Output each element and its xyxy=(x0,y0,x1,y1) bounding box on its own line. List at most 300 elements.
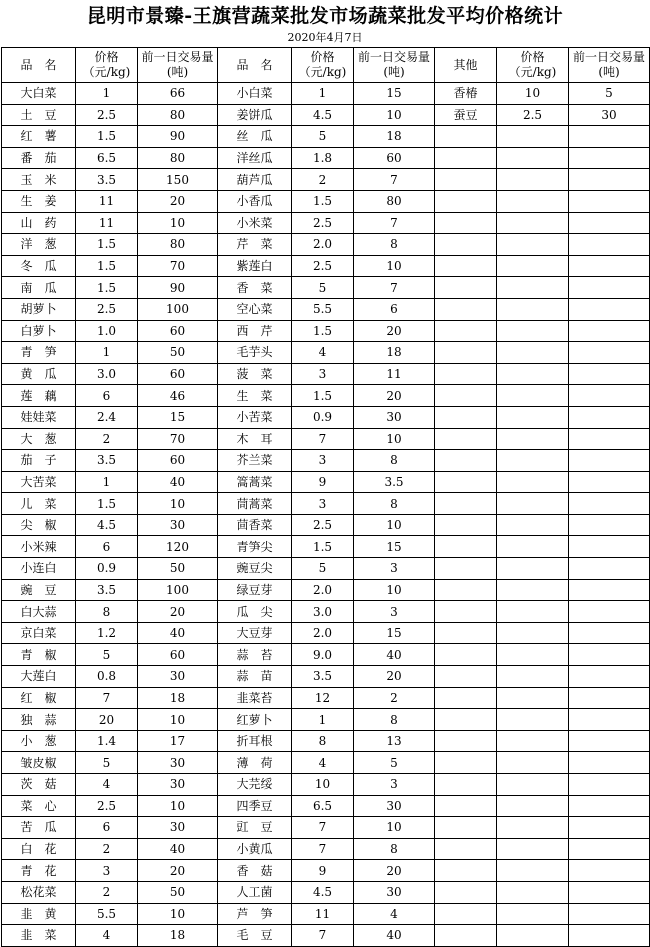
header-volume-1: 前一日交易量(吨) xyxy=(138,48,218,83)
table-row xyxy=(2,450,650,472)
cell-price: 3 xyxy=(292,363,354,385)
table-row xyxy=(2,881,650,903)
cell-price: 3.0 xyxy=(76,363,138,385)
cell-price: 1.5 xyxy=(76,493,138,515)
cell-price: 0.9 xyxy=(292,406,354,428)
cell-name: 独 蒜 xyxy=(2,709,76,731)
cell-name: 木 耳 xyxy=(218,428,292,450)
cell-price xyxy=(497,298,569,320)
cell-name: 茨 菇 xyxy=(2,774,76,796)
cell-price: 2 xyxy=(292,169,354,191)
cell-name: 青笋尖 xyxy=(218,536,292,558)
cell-price xyxy=(497,169,569,191)
cell-volume xyxy=(569,536,650,558)
cell-name: 青 花 xyxy=(2,860,76,882)
cell-volume: 18 xyxy=(138,925,218,947)
cell-name xyxy=(435,903,497,925)
cell-name: 豌豆尖 xyxy=(218,558,292,580)
cell-price: 3 xyxy=(292,450,354,472)
cell-name: 瓜 尖 xyxy=(218,601,292,623)
cell-price: 2.5 xyxy=(292,514,354,536)
cell-volume: 10 xyxy=(138,709,218,731)
cell-price: 6 xyxy=(76,817,138,839)
cell-volume xyxy=(569,234,650,256)
cell-name xyxy=(435,320,497,342)
cell-name: 香椿 xyxy=(435,83,497,105)
cell-price xyxy=(497,147,569,169)
cell-name: 红 椒 xyxy=(2,687,76,709)
cell-price xyxy=(497,752,569,774)
cell-volume: 60 xyxy=(354,147,435,169)
cell-name xyxy=(435,385,497,407)
cell-price: 11 xyxy=(76,190,138,212)
cell-volume: 60 xyxy=(138,363,218,385)
cell-name xyxy=(435,860,497,882)
cell-name: 葫芦瓜 xyxy=(218,169,292,191)
cell-name: 绿豆芽 xyxy=(218,579,292,601)
cell-price: 1.5 xyxy=(76,234,138,256)
cell-price: 1.5 xyxy=(292,385,354,407)
cell-name: 毛 豆 xyxy=(218,925,292,947)
cell-name: 姜饼瓜 xyxy=(218,104,292,126)
table-row xyxy=(2,126,650,148)
cell-volume: 8 xyxy=(354,493,435,515)
cell-price xyxy=(497,277,569,299)
table-row xyxy=(2,385,650,407)
cell-price: 4.5 xyxy=(76,514,138,536)
price-table xyxy=(1,47,650,947)
cell-price: 9 xyxy=(292,860,354,882)
cell-price: 1.5 xyxy=(76,255,138,277)
cell-price: 3 xyxy=(76,860,138,882)
cell-price: 1.5 xyxy=(292,320,354,342)
cell-volume: 50 xyxy=(138,342,218,364)
cell-volume xyxy=(569,450,650,472)
cell-name: 红萝卜 xyxy=(218,709,292,731)
cell-volume: 4 xyxy=(354,903,435,925)
header-name-1: 品 名 xyxy=(2,48,76,83)
cell-volume: 80 xyxy=(138,147,218,169)
table-row xyxy=(2,493,650,515)
cell-volume: 20 xyxy=(138,860,218,882)
cell-volume: 18 xyxy=(354,126,435,148)
cell-name xyxy=(435,277,497,299)
cell-price: 1.4 xyxy=(76,730,138,752)
table-row xyxy=(2,709,650,731)
cell-price: 1.2 xyxy=(76,622,138,644)
cell-volume: 66 xyxy=(138,83,218,105)
cell-price: 2.0 xyxy=(292,579,354,601)
cell-volume: 15 xyxy=(138,406,218,428)
cell-price: 2.5 xyxy=(76,298,138,320)
cell-volume: 7 xyxy=(354,169,435,191)
cell-name: 洋 葱 xyxy=(2,234,76,256)
cell-name: 生 姜 xyxy=(2,190,76,212)
cell-price xyxy=(497,687,569,709)
cell-volume: 5 xyxy=(569,83,650,105)
cell-name xyxy=(435,709,497,731)
cell-volume: 10 xyxy=(354,104,435,126)
cell-name: 白大蒜 xyxy=(2,601,76,623)
cell-name: 毛芋头 xyxy=(218,342,292,364)
cell-price: 4.5 xyxy=(292,104,354,126)
cell-price: 2.5 xyxy=(497,104,569,126)
cell-name: 冬 瓜 xyxy=(2,255,76,277)
cell-name xyxy=(435,774,497,796)
cell-name: 黄 瓜 xyxy=(2,363,76,385)
cell-volume xyxy=(569,860,650,882)
cell-name: 土 豆 xyxy=(2,104,76,126)
cell-volume: 15 xyxy=(354,83,435,105)
cell-price: 6.5 xyxy=(76,147,138,169)
cell-name: 红 薯 xyxy=(2,126,76,148)
cell-price xyxy=(497,666,569,688)
cell-volume: 3 xyxy=(354,601,435,623)
table-row xyxy=(2,169,650,191)
cell-volume xyxy=(569,126,650,148)
cell-name: 苦 瓜 xyxy=(2,817,76,839)
cell-price: 3.5 xyxy=(76,169,138,191)
cell-price xyxy=(497,342,569,364)
page-title: 昆明市景臻-王旗营蔬菜批发市场蔬菜批发平均价格统计 xyxy=(86,5,564,27)
cell-name: 大苦菜 xyxy=(2,471,76,493)
cell-volume: 10 xyxy=(138,212,218,234)
cell-price xyxy=(497,774,569,796)
cell-volume: 50 xyxy=(138,881,218,903)
cell-price: 6 xyxy=(76,536,138,558)
cell-volume xyxy=(569,514,650,536)
cell-volume xyxy=(569,493,650,515)
cell-volume xyxy=(569,644,650,666)
cell-price: 1 xyxy=(76,342,138,364)
cell-name: 蒜 苗 xyxy=(218,666,292,688)
cell-volume: 90 xyxy=(138,277,218,299)
cell-volume: 70 xyxy=(138,428,218,450)
table-row xyxy=(2,838,650,860)
cell-price: 10 xyxy=(497,83,569,105)
cell-price xyxy=(497,709,569,731)
cell-price xyxy=(497,795,569,817)
cell-volume: 100 xyxy=(138,298,218,320)
cell-volume: 3 xyxy=(354,774,435,796)
cell-price: 8 xyxy=(76,601,138,623)
cell-name: 香 菜 xyxy=(218,277,292,299)
cell-name: 茄 子 xyxy=(2,450,76,472)
cell-volume: 8 xyxy=(354,709,435,731)
cell-volume: 10 xyxy=(138,493,218,515)
table-row xyxy=(2,601,650,623)
cell-price: 3.5 xyxy=(76,450,138,472)
cell-volume: 20 xyxy=(138,190,218,212)
cell-name: 小 葱 xyxy=(2,730,76,752)
table-row xyxy=(2,277,650,299)
cell-price xyxy=(497,406,569,428)
cell-volume xyxy=(569,169,650,191)
cell-price: 1.5 xyxy=(292,190,354,212)
cell-volume: 5 xyxy=(354,752,435,774)
cell-volume: 40 xyxy=(138,471,218,493)
cell-price: 1 xyxy=(292,83,354,105)
table-row xyxy=(2,558,650,580)
cell-volume: 60 xyxy=(138,644,218,666)
cell-volume xyxy=(569,687,650,709)
cell-price: 11 xyxy=(76,212,138,234)
cell-price: 7 xyxy=(76,687,138,709)
cell-volume: 40 xyxy=(138,838,218,860)
cell-name: 小白菜 xyxy=(218,83,292,105)
cell-price xyxy=(497,817,569,839)
cell-price: 3.5 xyxy=(292,666,354,688)
cell-name: 山 药 xyxy=(2,212,76,234)
cell-price: 2.5 xyxy=(76,795,138,817)
cell-price: 3.0 xyxy=(292,601,354,623)
cell-price xyxy=(497,860,569,882)
table-row xyxy=(2,795,650,817)
cell-volume: 30 xyxy=(569,104,650,126)
cell-name: 小香瓜 xyxy=(218,190,292,212)
cell-volume: 30 xyxy=(354,795,435,817)
cell-volume: 20 xyxy=(354,860,435,882)
cell-name: 大 葱 xyxy=(2,428,76,450)
cell-name: 芥兰菜 xyxy=(218,450,292,472)
table-row xyxy=(2,514,650,536)
cell-volume xyxy=(569,709,650,731)
cell-name: 韭菜苔 xyxy=(218,687,292,709)
cell-volume: 8 xyxy=(354,450,435,472)
cell-name xyxy=(435,579,497,601)
cell-price: 0.8 xyxy=(76,666,138,688)
cell-name: 紫莲白 xyxy=(218,255,292,277)
cell-price xyxy=(497,212,569,234)
cell-name xyxy=(435,644,497,666)
cell-name: 小苦菜 xyxy=(218,406,292,428)
cell-volume xyxy=(569,298,650,320)
cell-volume xyxy=(569,428,650,450)
cell-price xyxy=(497,881,569,903)
cell-name: 娃娃菜 xyxy=(2,406,76,428)
cell-name xyxy=(435,450,497,472)
cell-price: 7 xyxy=(292,428,354,450)
cell-name xyxy=(435,514,497,536)
cell-price: 11 xyxy=(292,903,354,925)
cell-volume: 46 xyxy=(138,385,218,407)
cell-name xyxy=(435,428,497,450)
header-volume-2: 前一日交易量(吨) xyxy=(354,48,435,83)
cell-volume: 30 xyxy=(138,514,218,536)
cell-name: 折耳根 xyxy=(218,730,292,752)
cell-price: 6.5 xyxy=(292,795,354,817)
table-row xyxy=(2,536,650,558)
cell-volume: 20 xyxy=(354,385,435,407)
cell-volume: 100 xyxy=(138,579,218,601)
cell-volume: 7 xyxy=(354,277,435,299)
cell-volume: 18 xyxy=(138,687,218,709)
cell-name xyxy=(435,838,497,860)
table-row xyxy=(2,255,650,277)
cell-price xyxy=(497,126,569,148)
cell-price xyxy=(497,450,569,472)
cell-name: 人工菌 xyxy=(218,881,292,903)
cell-price: 1 xyxy=(292,709,354,731)
cell-price: 4 xyxy=(76,774,138,796)
cell-price xyxy=(497,471,569,493)
cell-name xyxy=(435,687,497,709)
cell-volume: 6 xyxy=(354,298,435,320)
table-row xyxy=(2,342,650,364)
cell-volume xyxy=(569,817,650,839)
cell-volume: 20 xyxy=(354,320,435,342)
cell-price: 1.0 xyxy=(76,320,138,342)
cell-volume: 15 xyxy=(354,536,435,558)
table-row xyxy=(2,471,650,493)
cell-volume: 13 xyxy=(354,730,435,752)
cell-name: 番 茄 xyxy=(2,147,76,169)
cell-price: 0.9 xyxy=(76,558,138,580)
cell-price: 2.4 xyxy=(76,406,138,428)
cell-name xyxy=(435,817,497,839)
cell-price: 3 xyxy=(292,493,354,515)
cell-name: 大莲白 xyxy=(2,666,76,688)
cell-name: 豌 豆 xyxy=(2,579,76,601)
cell-name: 茴香菜 xyxy=(218,514,292,536)
cell-name xyxy=(435,622,497,644)
cell-price xyxy=(497,730,569,752)
cell-volume: 10 xyxy=(354,817,435,839)
cell-name: 白 花 xyxy=(2,838,76,860)
header-price-2: 价格（元/kg) xyxy=(292,48,354,83)
cell-price: 2 xyxy=(76,838,138,860)
cell-price: 2 xyxy=(76,881,138,903)
header-name-2: 品 名 xyxy=(218,48,292,83)
cell-volume: 10 xyxy=(138,903,218,925)
table-row xyxy=(2,774,650,796)
table-row xyxy=(2,730,650,752)
cell-price: 7 xyxy=(292,817,354,839)
table-row xyxy=(2,298,650,320)
cell-price xyxy=(497,234,569,256)
cell-volume xyxy=(569,925,650,947)
cell-price xyxy=(497,320,569,342)
cell-price xyxy=(497,493,569,515)
cell-price: 5.5 xyxy=(76,903,138,925)
cell-price: 2.5 xyxy=(292,255,354,277)
cell-volume: 30 xyxy=(138,752,218,774)
cell-price: 2.5 xyxy=(76,104,138,126)
cell-name xyxy=(435,601,497,623)
cell-volume: 40 xyxy=(354,925,435,947)
cell-price: 4.5 xyxy=(292,881,354,903)
cell-price: 2.5 xyxy=(292,212,354,234)
cell-volume: 10 xyxy=(354,255,435,277)
cell-name: 莲 藕 xyxy=(2,385,76,407)
cell-name xyxy=(435,363,497,385)
cell-volume xyxy=(569,558,650,580)
cell-name: 蚕豆 xyxy=(435,104,497,126)
cell-name: 京白菜 xyxy=(2,622,76,644)
table-row xyxy=(2,234,650,256)
cell-name: 皱皮椒 xyxy=(2,752,76,774)
cell-price: 1 xyxy=(76,83,138,105)
table-row xyxy=(2,428,650,450)
cell-name: 小黄瓜 xyxy=(218,838,292,860)
table-row xyxy=(2,83,650,105)
table-row xyxy=(2,212,650,234)
cell-volume: 15 xyxy=(354,622,435,644)
cell-price: 7 xyxy=(292,925,354,947)
cell-price: 10 xyxy=(292,774,354,796)
cell-price: 1.5 xyxy=(76,126,138,148)
cell-name: 空心菜 xyxy=(218,298,292,320)
cell-name xyxy=(435,190,497,212)
cell-name xyxy=(435,126,497,148)
header-volume-3: 前一日交易量(吨) xyxy=(569,48,650,83)
table-row xyxy=(2,147,650,169)
cell-price: 9 xyxy=(292,471,354,493)
cell-name: 青 椒 xyxy=(2,644,76,666)
cell-price: 5 xyxy=(76,644,138,666)
cell-name: 芹 菜 xyxy=(218,234,292,256)
cell-name xyxy=(435,255,497,277)
cell-name: 西 芹 xyxy=(218,320,292,342)
cell-volume: 80 xyxy=(138,234,218,256)
table-header-row xyxy=(2,48,650,83)
cell-price xyxy=(497,579,569,601)
cell-volume: 70 xyxy=(138,255,218,277)
cell-name: 胡萝卜 xyxy=(2,298,76,320)
table-row xyxy=(2,320,650,342)
cell-price: 1.5 xyxy=(76,277,138,299)
cell-volume: 40 xyxy=(354,644,435,666)
cell-name: 四季豆 xyxy=(218,795,292,817)
cell-volume: 60 xyxy=(138,450,218,472)
cell-price xyxy=(497,622,569,644)
cell-name xyxy=(435,298,497,320)
cell-price xyxy=(497,601,569,623)
cell-name xyxy=(435,212,497,234)
cell-name: 丝 瓜 xyxy=(218,126,292,148)
cell-name: 菜 心 xyxy=(2,795,76,817)
cell-name xyxy=(435,536,497,558)
cell-name xyxy=(435,342,497,364)
table-row xyxy=(2,860,650,882)
header-other: 其他 xyxy=(435,48,497,83)
cell-volume xyxy=(569,385,650,407)
cell-price: 5 xyxy=(292,558,354,580)
cell-volume: 30 xyxy=(354,406,435,428)
cell-volume: 80 xyxy=(354,190,435,212)
header-price-1: 价格（元/kg) xyxy=(76,48,138,83)
cell-price: 3.5 xyxy=(76,579,138,601)
cell-name: 韭 菜 xyxy=(2,925,76,947)
cell-volume: 3 xyxy=(354,558,435,580)
cell-name: 青 笋 xyxy=(2,342,76,364)
cell-price: 5 xyxy=(292,126,354,148)
cell-name: 大豆芽 xyxy=(218,622,292,644)
cell-volume xyxy=(569,752,650,774)
cell-price: 4 xyxy=(76,925,138,947)
header-price-3: 价格（元/kg) xyxy=(497,48,569,83)
cell-price: 20 xyxy=(76,709,138,731)
cell-volume: 60 xyxy=(138,320,218,342)
cell-volume: 8 xyxy=(354,838,435,860)
cell-name: 蒜 苔 xyxy=(218,644,292,666)
cell-price: 1 xyxy=(76,471,138,493)
cell-name: 小米菜 xyxy=(218,212,292,234)
cell-volume: 2 xyxy=(354,687,435,709)
table-row xyxy=(2,666,650,688)
cell-name xyxy=(435,471,497,493)
cell-name: 篙蒿菜 xyxy=(218,471,292,493)
